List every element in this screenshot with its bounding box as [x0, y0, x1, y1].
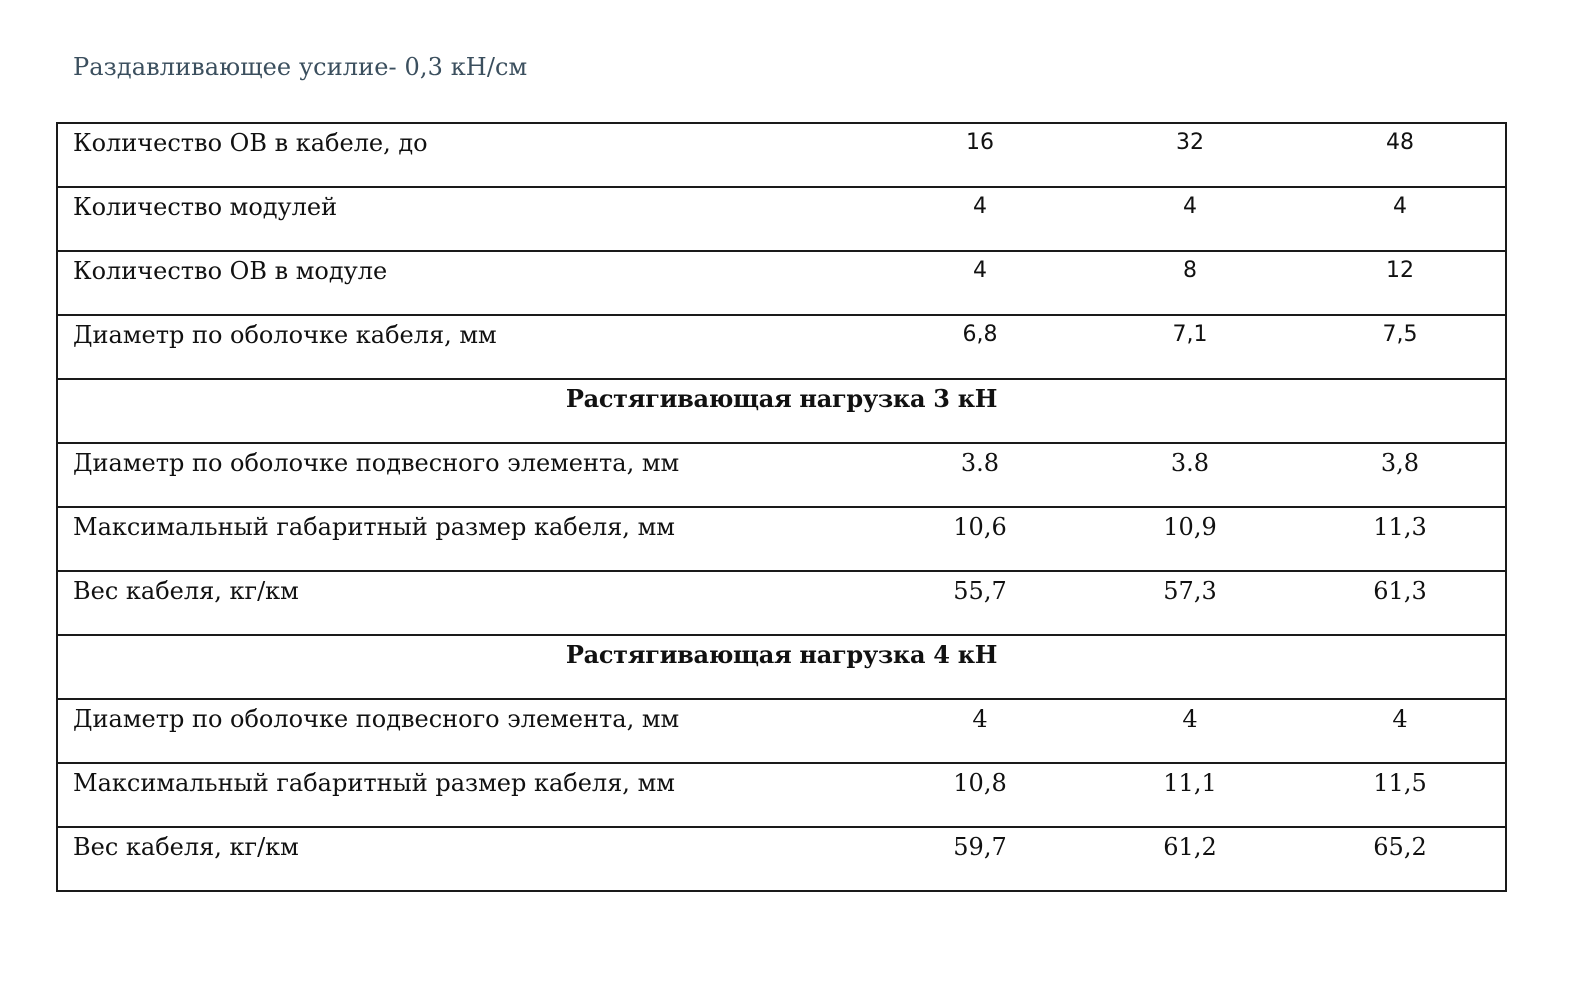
cell-value-3: 48 — [1295, 123, 1506, 187]
row-label: Максимальный габаритный размер кабеля, мм — [57, 763, 875, 827]
cell-value-1: 10,6 — [875, 507, 1085, 571]
row-label: Диаметр по оболочке подвесного элемента, мм — [57, 443, 875, 507]
row-label: Количество ОВ в модуле — [57, 251, 875, 315]
cell-value-2: 4 — [1085, 187, 1295, 251]
cell-value-1: 10,8 — [875, 763, 1085, 827]
cell-value-2: 8 — [1085, 251, 1295, 315]
cell-value-1: 59,7 — [875, 827, 1085, 891]
table-row — [57, 251, 1506, 315]
table-row — [57, 123, 1506, 187]
table-row — [57, 763, 1506, 827]
cell-value-2: 3.8 — [1085, 443, 1295, 507]
row-label: Вес кабеля, кг/км — [57, 571, 875, 635]
cell-value-3: 12 — [1295, 251, 1506, 315]
cell-value-1: 3.8 — [875, 443, 1085, 507]
cell-value-2: 4 — [1085, 699, 1295, 763]
row-label: Диаметр по оболочке кабеля, мм — [57, 315, 875, 379]
cell-value-3: 65,2 — [1295, 827, 1506, 891]
section-title: Растягивающая нагрузка 4 кН — [57, 635, 1506, 699]
cell-value-3: 11,3 — [1295, 507, 1506, 571]
cell-value-2: 57,3 — [1085, 571, 1295, 635]
cell-value-3: 4 — [1295, 699, 1506, 763]
row-label: Количество ОВ в кабеле, до — [57, 123, 875, 187]
cell-value-3: 11,5 — [1295, 763, 1506, 827]
cell-value-2: 7,1 — [1085, 315, 1295, 379]
cell-value-2: 32 — [1085, 123, 1295, 187]
cell-value-3: 4 — [1295, 187, 1506, 251]
table-row — [57, 315, 1506, 379]
row-label: Максимальный габаритный размер кабеля, мм — [57, 507, 875, 571]
table-row — [57, 827, 1506, 891]
cell-value-1: 55,7 — [875, 571, 1085, 635]
table-row — [57, 507, 1506, 571]
cell-value-3: 3,8 — [1295, 443, 1506, 507]
cable-spec-table — [56, 122, 1507, 892]
table-row — [57, 571, 1506, 635]
cell-value-1: 6,8 — [875, 315, 1085, 379]
row-label: Диаметр по оболочке подвесного элемента, мм — [57, 699, 875, 763]
row-label: Вес кабеля, кг/км — [57, 827, 875, 891]
cell-value-2: 10,9 — [1085, 507, 1295, 571]
section-title: Растягивающая нагрузка 3 кН — [57, 379, 1506, 443]
table-row — [57, 187, 1506, 251]
spec-table-body — [57, 123, 1506, 891]
cell-value-3: 61,3 — [1295, 571, 1506, 635]
cell-value-2: 11,1 — [1085, 763, 1295, 827]
cell-value-3: 7,5 — [1295, 315, 1506, 379]
cell-value-1: 4 — [875, 699, 1085, 763]
table-row — [57, 699, 1506, 763]
cell-value-1: 4 — [875, 251, 1085, 315]
cell-value-1: 4 — [875, 187, 1085, 251]
document-heading: Раздавливающее усилие- 0,3 кН/см — [73, 53, 528, 81]
row-label: Количество модулей — [57, 187, 875, 251]
section-row — [57, 379, 1506, 443]
cell-value-1: 16 — [875, 123, 1085, 187]
table-row — [57, 443, 1506, 507]
cell-value-2: 61,2 — [1085, 827, 1295, 891]
section-row — [57, 635, 1506, 699]
